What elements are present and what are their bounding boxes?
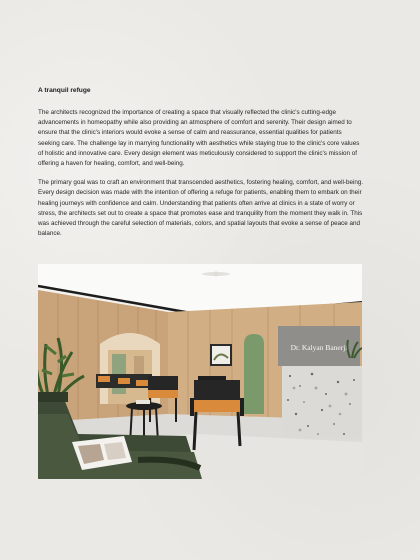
paragraph-1: The architects recognized the importance of creating a space that visually reflected the clinic's cutting-edge advancements in homeopathy while also providing an atmosphere of comfort and serenity. Their design aimed to ensure that the clinic's interiors would evoke a sense of calm and reassurance, essential qualities for patients seeking care. The challenge lay in marrying functionality with aesthetics while staying true to the clinic's core values of holistic and innovative care. Every design element was meticulously considered to support the clinic's mission of offering a haven for healing, comfort, and well-being.: [38, 109, 360, 168]
clinic-interior-photo: [38, 264, 362, 479]
paragraph-2: The primary goal was to craft an environment that transcended aesthetics, fostering healing, comfort, and well-being. Every design decision was made with the intention of offering a refuge for patients, enabling them to embark on their healing journeys with confidence and calm. Understanding that patients often arrive at clinics in a state of worry or stress, the architects set out to create a space that promotes ease and tranquility from the moment they walk in. This was achieved through the careful selection of materials, colors, and spatial layouts that evoke a sense of peace and balance.: [38, 179, 364, 238]
article-body: [38, 86, 364, 248]
reception-desk: [282, 366, 362, 438]
reception-sign-text: Dr. Kalyan Banerji: [290, 343, 348, 352]
article-heading: A tranquil refuge: [38, 87, 91, 94]
